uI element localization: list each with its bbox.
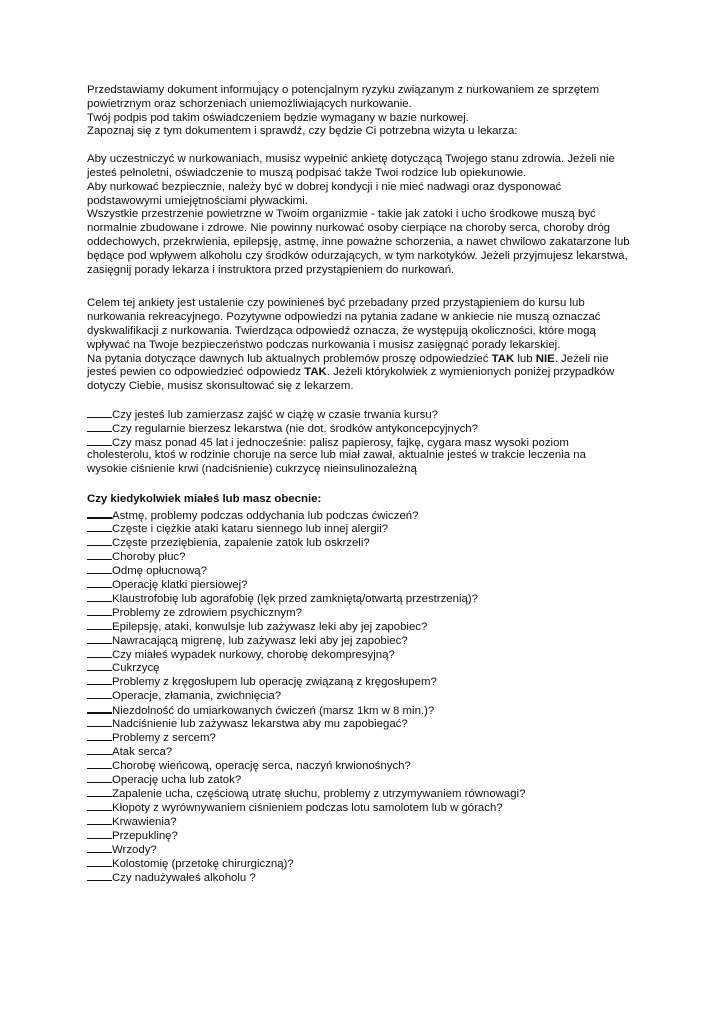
answer-blank[interactable]: [87, 870, 112, 881]
tak-emphasis: TAK: [304, 366, 327, 379]
condition-item: [87, 730, 647, 744]
condition-text: Kłopoty z wyrównywaniem ciśnieniem podczas lotu samolotem lub w górach?: [112, 801, 503, 814]
answer-blank[interactable]: [87, 435, 112, 446]
answer-blank[interactable]: [87, 577, 112, 588]
paragraph-line: będące pod wpływem alkoholu czy środków odurzających, w tym narkotyków. Jeżeli przyjmujesz lekarstwa,: [87, 249, 628, 262]
paragraph-line: zasięgnij porady lekarza i instruktora przed przystąpieniem do nurkowań.: [87, 263, 455, 276]
condition-text: Przepuklinę?: [112, 829, 178, 842]
answer-blank[interactable]: [87, 605, 112, 616]
question-item: [87, 407, 647, 421]
paragraph-line: dotyczy Ciebie, musisz skonsultować się z lekarzem.: [87, 380, 354, 393]
answer-blank[interactable]: [87, 549, 112, 560]
condition-item: [87, 800, 647, 814]
question-text: Czy jesteś lub zamierzasz zajść w ciążę w czasie trwania kursu?: [112, 408, 439, 421]
answer-blank[interactable]: [87, 772, 112, 783]
condition-text: Operację ucha lub zatok?: [112, 773, 242, 786]
answer-blank[interactable]: [87, 421, 112, 432]
answer-blank[interactable]: [87, 633, 112, 644]
purpose-paragraph: [87, 297, 647, 394]
paragraph-line: Wszystkie przestrzenie powietrzne w Twoim organizmie - takie jak zatoki i ucho środkowe muszą być: [87, 208, 596, 221]
answer-blank[interactable]: [87, 856, 112, 867]
answer-blank[interactable]: [87, 521, 112, 532]
condition-text: Problemy ze zdrowiem psychicznym?: [112, 606, 302, 619]
answer-blank[interactable]: [87, 730, 112, 741]
condition-item: [87, 828, 647, 842]
paragraph-line: Celem tej ankiety jest ustalenie czy powinieneś być przebadany przed przystąpieniem do kursu lub: [87, 297, 585, 310]
answer-blank[interactable]: [87, 674, 112, 685]
condition-item: [87, 674, 647, 688]
paragraph-line: normalnie zbudowane i zdrowe. Nie powinny nurkować osoby cierpiące na choroby serca, choroby dróg: [87, 222, 610, 235]
condition-text: Czy nadużywałeś alkoholu ?: [112, 871, 256, 884]
condition-item: [87, 702, 647, 716]
condition-item: [87, 786, 647, 800]
condition-item: [87, 744, 647, 758]
condition-text: Cukrzycę: [112, 662, 160, 675]
paragraph-line: Aby uczestniczyć w nurkowaniach, musisz wypełnić ankietę dotyczącą Twojego stanu zdrowia. Jeżeli nie: [87, 153, 615, 166]
condition-text: Nawracającą migrenę, lub zażywasz leki aby jej zapobiec?: [112, 634, 408, 647]
condition-text: Odmę opłucnową?: [112, 564, 207, 577]
answer-blank[interactable]: [87, 744, 112, 755]
condition-text: Problemy z kręgosłupem lub operację związaną z kręgosłupem?: [112, 676, 437, 689]
condition-item: [87, 716, 647, 730]
conditions-heading: Czy kiedykolwiek miałeś lub masz obecnie:: [87, 493, 322, 506]
condition-item: [87, 856, 647, 870]
condition-item: [87, 633, 647, 647]
requirements-paragraph: [87, 153, 647, 277]
intro-line: Zapoznaj się z tym dokumentem i sprawdź, czy będzie Ci potrzebna wizyta u lekarza:: [87, 125, 518, 138]
answer-blank[interactable]: [87, 619, 112, 630]
text-segment: . Jeżeli nie: [554, 352, 609, 365]
answer-blank[interactable]: [87, 535, 112, 546]
question-continuation: cholesterolu, ktoś w rodzinie choruje na serce lub miał zawał, aktualnie jesteś w trakcie leczenia na: [87, 448, 586, 461]
condition-item: [87, 535, 647, 549]
condition-text: Wrzody?: [112, 843, 157, 856]
condition-text: Chorobę wieńcową, operację serca, naczyń krwionośnych?: [112, 760, 411, 773]
answer-blank[interactable]: [87, 660, 112, 671]
question-text: Czy regularnie bierzesz lekarstwa (nie dot. środków antykoncepcyjnych?: [112, 422, 478, 435]
intro-paragraph: [87, 84, 647, 139]
condition-text: Klaustrofobię lub agorafobię (lęk przed zamkniętą/otwartą przestrzenią)?: [112, 592, 478, 605]
answer-blank[interactable]: [87, 647, 112, 658]
answer-blank[interactable]: [87, 407, 112, 418]
condition-item: [87, 772, 647, 786]
condition-text: Kolostomię (przetokę chirurgiczną)?: [112, 857, 294, 870]
question-item: [87, 421, 647, 435]
condition-text: Niezdolność do umiarkowanych ćwiczeń (marsz 1km w 8 min.)?: [112, 705, 435, 718]
answer-blank[interactable]: [87, 800, 112, 811]
condition-text: Częste przeziębienia, zapalenie zatok lub oskrzeli?: [112, 537, 370, 550]
condition-text: Astmę, problemy podczas oddychania lub podczas ćwiczeń?: [112, 510, 419, 523]
condition-text: Atak serca?: [112, 746, 173, 759]
text-segment: Na pytania dotyczące dawnych lub aktualnych problemów proszę odpowiedzieć: [87, 352, 492, 365]
document-page: [87, 84, 647, 883]
condition-text: Problemy z sercem?: [112, 732, 216, 745]
text-segment: lub: [514, 352, 536, 365]
condition-item: [87, 563, 647, 577]
condition-item: [87, 549, 647, 563]
answer-blank[interactable]: [87, 507, 112, 519]
condition-item: [87, 577, 647, 591]
condition-text: Operacje, złamania, zwichnięcia?: [112, 690, 282, 703]
condition-text: Epilepsję, ataki, konwulsje lub zażywasz leki aby jej zapobiec?: [112, 620, 428, 633]
intro-line: Przedstawiamy dokument informujący o potencjalnym ryzyku związanym z nurkowaniem ze sprzętem: [87, 84, 600, 96]
condition-text: Krwawienia?: [112, 815, 177, 828]
answer-blank[interactable]: [87, 814, 112, 825]
condition-item: [87, 870, 647, 884]
answer-blank[interactable]: [87, 563, 112, 574]
question-continuation: wysokie ciśnienie krwi (nadciśnienie) cukrzycę nieinsulinozależną: [87, 462, 417, 475]
condition-text: Nadciśnienie lub zażywasz lekarstwa aby mu zapobiegać?: [112, 718, 408, 731]
paragraph-line: jesteś pełnoletni, oświadczenie to muszą podpisać także Twoi rodzice lub opiekunowie.: [87, 166, 527, 179]
condition-item: [87, 758, 647, 772]
condition-text: Operację klatki piersiowej?: [112, 578, 248, 591]
nie-emphasis: NIE: [535, 352, 555, 365]
conditions-list: [87, 507, 647, 883]
intro-line: Twój podpis pod takim oświadczeniem będzie wymagany w bazie nurkowej.: [87, 111, 469, 124]
condition-item: [87, 605, 647, 619]
condition-item: [87, 660, 647, 674]
condition-item: [87, 814, 647, 828]
paragraph-line: [87, 353, 647, 367]
condition-item: [87, 521, 647, 535]
paragraph-line: wpływać na Twoje bezpieczeństwo podczas nurkowania i musisz zasięgnąć porady lekarskiej.: [87, 338, 561, 351]
question-item: [87, 435, 647, 449]
question-text: Czy masz ponad 45 lat i jednocześnie: palisz papierosy, fajkę, cygara masz wysoki poziom: [112, 436, 569, 449]
condition-item: [87, 507, 647, 521]
condition-item: [87, 688, 647, 702]
paragraph-line: oddechowych, przekrwienia, epilepsję, astmę, inne poważne schorzenia, a nawet chwilowo zakatarzone lub: [87, 235, 630, 248]
answer-blank[interactable]: [87, 716, 112, 727]
condition-text: Czy miałeś wypadek nurkowy, chorobę dekompresyjną?: [112, 648, 395, 661]
answer-blank[interactable]: [87, 828, 112, 839]
condition-text: Częste i ciężkie ataki kataru siennego lub innej alergii?: [112, 523, 389, 536]
text-segment: . Jeżeli którykolwiek z wymienionych poniżej przypadków: [326, 366, 615, 379]
answer-blank[interactable]: [87, 786, 112, 797]
paragraph-line: [87, 366, 647, 380]
answer-blank[interactable]: [87, 842, 112, 853]
condition-item: [87, 591, 647, 605]
tak-emphasis: TAK: [491, 352, 515, 365]
answer-blank[interactable]: [87, 591, 112, 602]
paragraph-line: nurkowania rekreacyjnego. Pozytywne odpowiedzi na pytania zadane w ankiecie nie muszą oznaczać: [87, 311, 601, 324]
paragraph-line: dyskwalifikacji z nurkowania. Twierdząca odpowiedź oznacza, że występują okoliczności, które mogą: [87, 324, 596, 337]
condition-item: [87, 842, 647, 856]
condition-item: [87, 619, 647, 633]
paragraph-line: Aby nurkować bezpiecznie, należy być w dobrej kondycji i nie mieć nadwagi oraz dysponować: [87, 180, 562, 193]
answer-blank[interactable]: [87, 758, 112, 769]
condition-text: Zapalenie ucha, częściową utratę słuchu, problemy z utrzymywaniem równowagi?: [112, 787, 526, 800]
paragraph-line: podstawowymi umiejętnościami pływackimi.: [87, 194, 308, 207]
condition-text: Choroby płuc?: [112, 550, 186, 563]
text-segment: jesteś pewien co odpowiedzieć odpowiedz: [87, 366, 305, 379]
condition-item: [87, 647, 647, 661]
intro-line: powietrznym oraz schorzeniach uniemożliwiających nurkowanie.: [87, 97, 412, 110]
answer-blank[interactable]: [87, 688, 112, 699]
general-questions: [87, 407, 647, 476]
answer-blank[interactable]: [87, 702, 112, 714]
